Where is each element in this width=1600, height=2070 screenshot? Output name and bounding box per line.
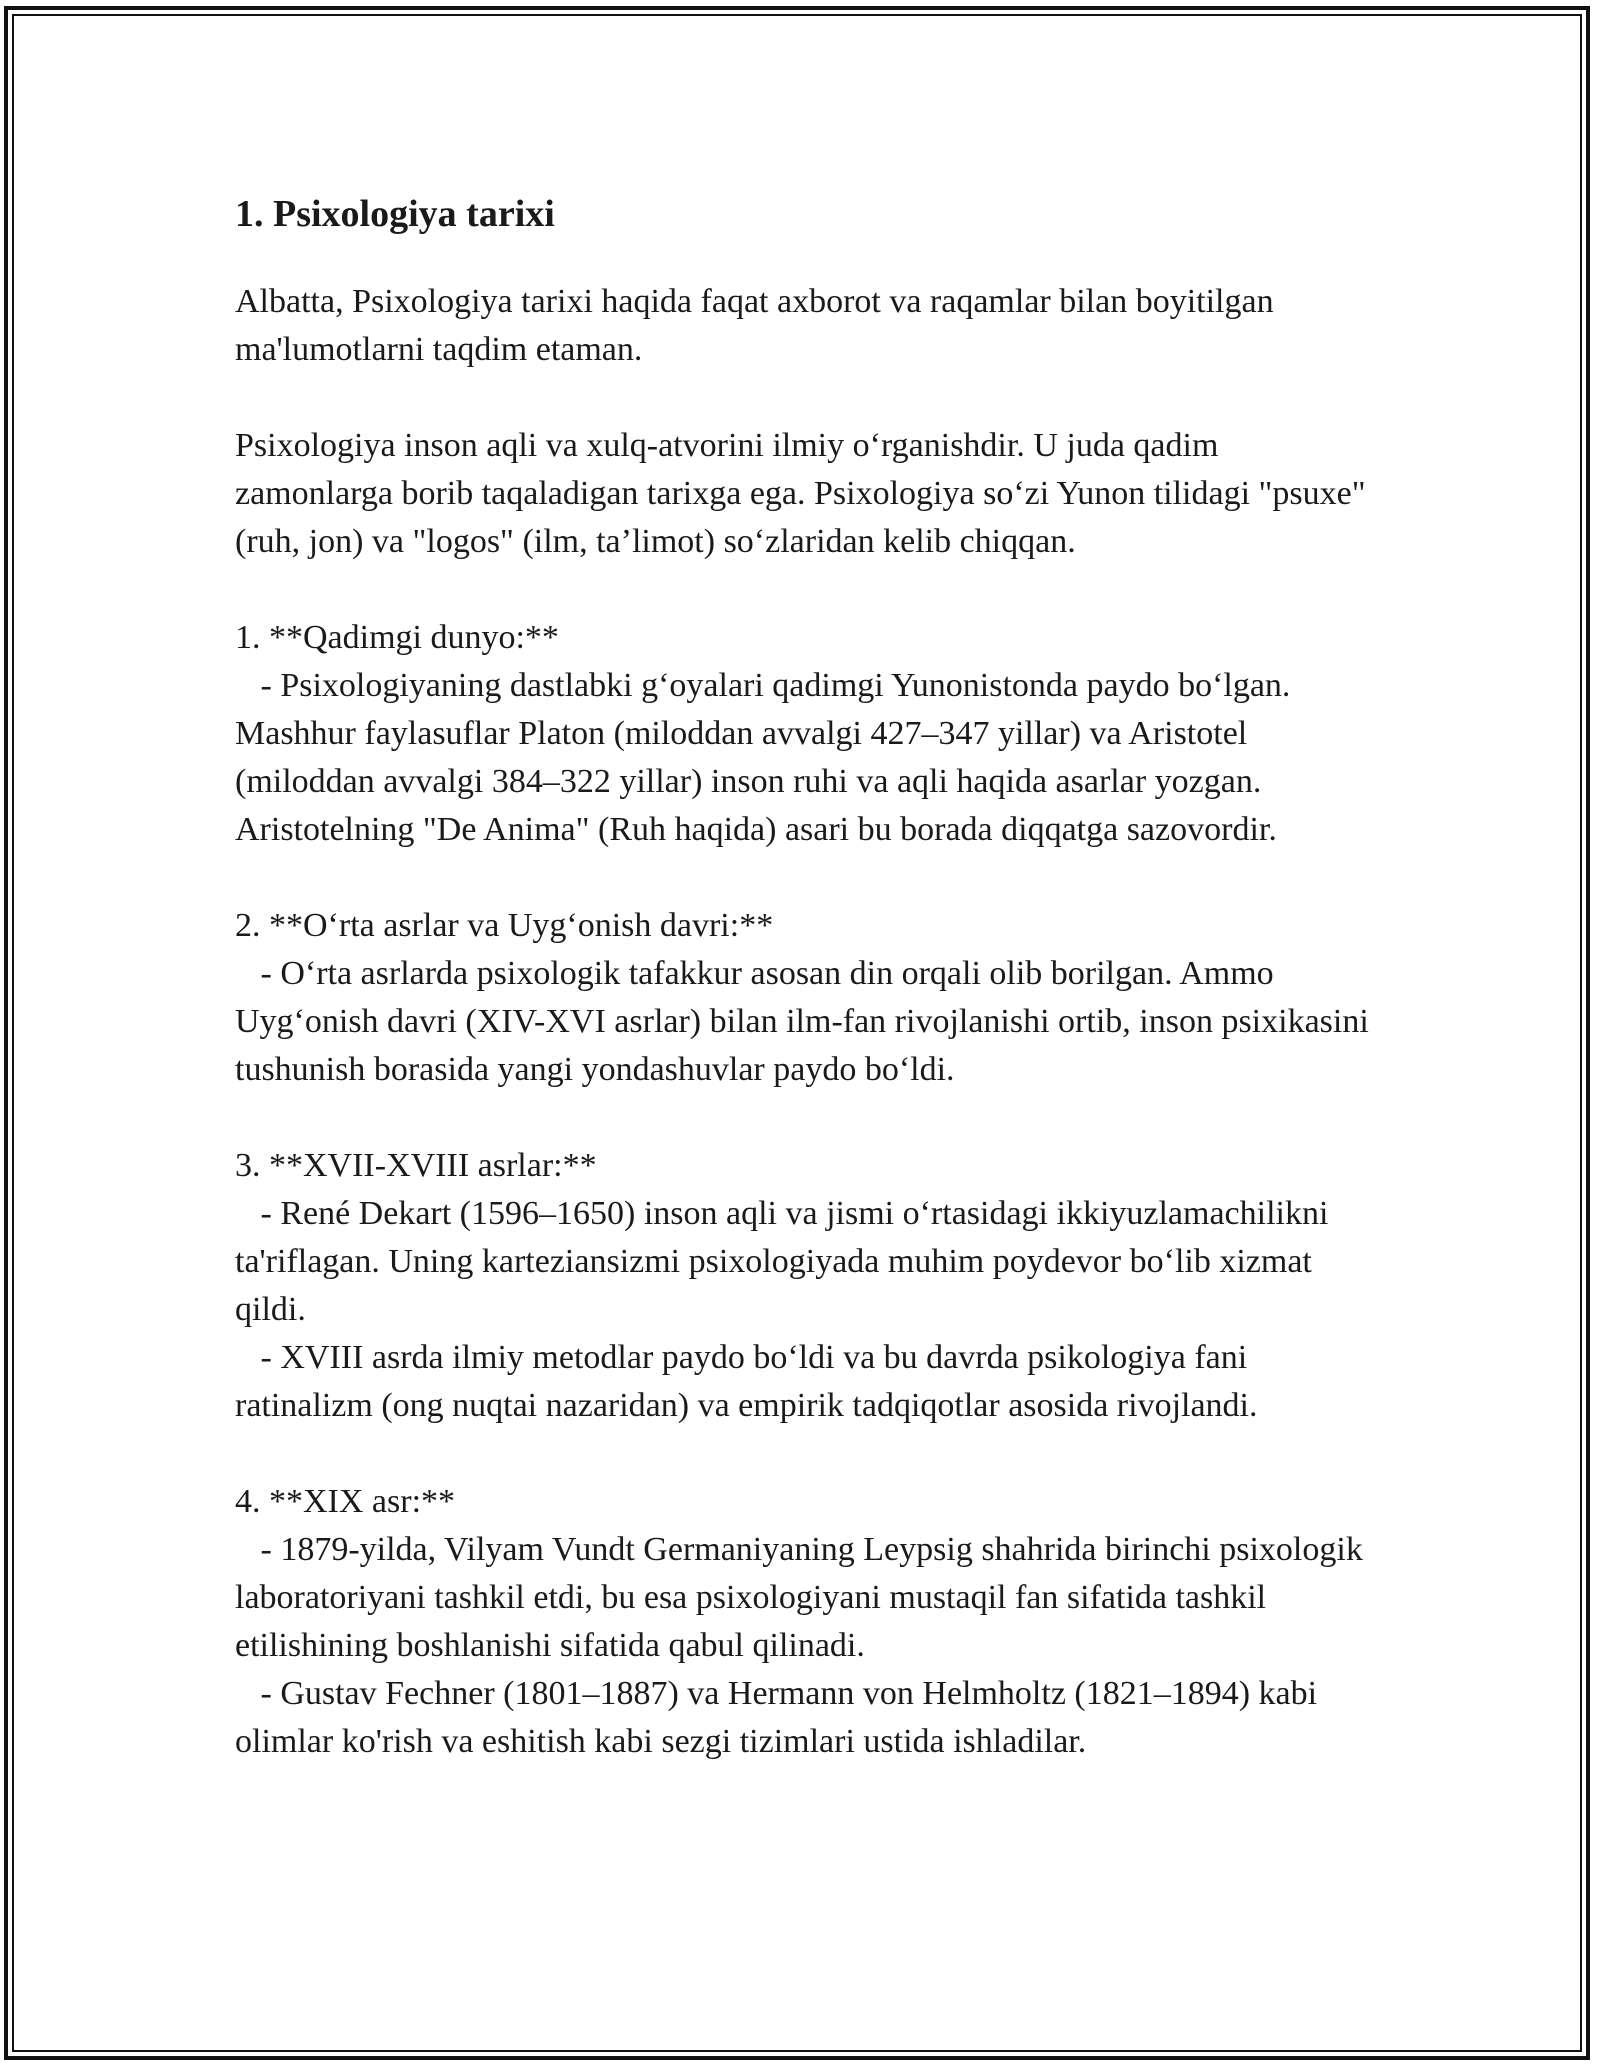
section-17-18-centuries (235, 1142, 1375, 1430)
document-body (235, 186, 1378, 1814)
section-bullet: - O‘rta asrlarda psixologik tafakkur asosan din orqali olib borilgan. Ammo Uyg‘onish davri (XIV-XVI asrlar) bilan ilm-fan rivojlanishi ortib, inson psixikasini tushunish borasida yangi yondashuvlar paydo bo‘ldi. (235, 955, 1378, 1088)
intro-paragraph: Albatta, Psixologiya tarixi haqida faqat axborot va raqamlar bilan boyitilgan ma'lumotlarni taqdim etaman. (235, 283, 1274, 368)
section-middle-ages (235, 902, 1378, 1094)
section-bullet: - XVIII asrda ilmiy metodlar paydo bo‘ldi va bu davrda psikologiya fani ratinalizm (ong nuqtai nazaridan) va empirik tadqiqotlar asosida rivojlandi. (235, 1339, 1258, 1424)
section-heading: 1. **Qadimgi dunyo:** (235, 619, 559, 656)
section-heading: 2. **O‘rta asrlar va Uyg‘onish davri:** (235, 907, 774, 944)
section-bullet: - Gustav Fechner (1801–1887) va Hermann von Helmholtz (1821–1894) kabi olimlar ko'rish va eshitish kabi sezgi tizimlari ustida ishladilar. (235, 1675, 1326, 1760)
document-title: 1. Psixologiya tarixi (235, 193, 555, 235)
section-19-century (235, 1478, 1375, 1766)
section-heading: 3. **XVII-XVIII asrlar:** (235, 1147, 597, 1184)
section-bullet: - René Dekart (1596–1650) inson aqli va jismi o‘rtasidagi ikkiyuzlamachilikni ta'riflagan. Uning karteziansizmi psixologiyada muhim poydevor bo‘lib xizmat qildi. (235, 1195, 1337, 1328)
section-bullet: - Psixologiyaning dastlabki g‘oyalari qadimgi Yunonistonda paydo bo‘lgan. Mashhur faylasuflar Platon (miloddan avvalgi 427–347 yillar) va Aristotel (miloddan avvalgi 384–322 yillar) inson ruhi va aqli haqida asarlar yozgan. Aristotelning "De Anima" (Ruh haqida) asari bu borada diqqatga sazovordir. (235, 667, 1299, 848)
definition-paragraph: Psixologiya inson aqli va xulq-atvorini ilmiy o‘rganishdir. U juda qadim zamonlarga borib taqaladigan tarixga ega. Psixologiya so‘zi Yunon tilidagi "psuxe" (ruh, jon) va "logos" (ilm, ta’limot) so‘zlaridan kelib chiqqan. (235, 427, 1366, 560)
section-bullet: - 1879-yilda, Vilyam Vundt Germaniyaning Leypsig shahrida birinchi psixologik laboratoriyani tashkil etdi, bu esa psixologiyani mustaqil fan sifatida tashkil etilishining boshlanishi sifatida qabul qilinadi. (235, 1531, 1372, 1664)
section-ancient-world (235, 614, 1375, 854)
section-heading: 4. **XIX asr:** (235, 1483, 456, 1520)
